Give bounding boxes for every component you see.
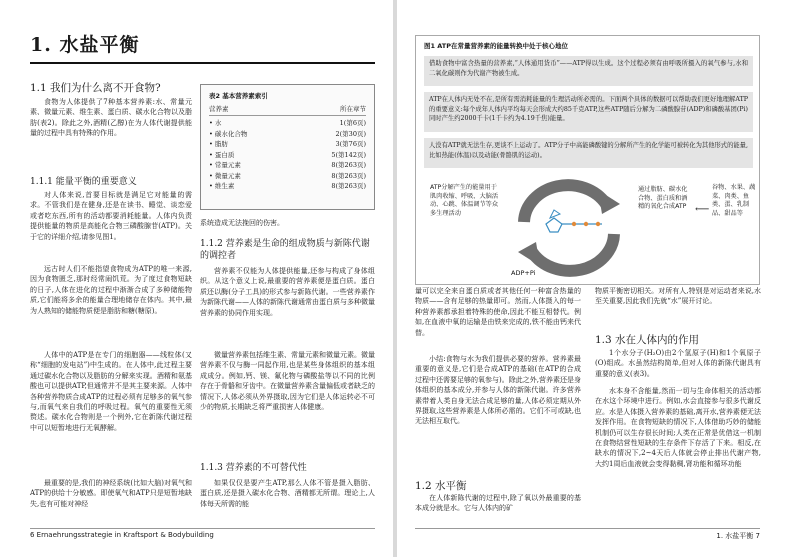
- chapter-title: 1. 水盐平衡: [30, 34, 140, 56]
- footer-rule: [30, 528, 375, 529]
- section-1-2-paragraph: 在人体新陈代谢的过程中,除了氧以外最重要的基本成分就是水。它与人体内的矿: [415, 494, 581, 513]
- page-footer-right: 1. 水盐平衡 7: [716, 532, 760, 540]
- table-2-chapter: 3(第76页): [335, 140, 366, 148]
- section-1-1-3-paragraph: 如果仅仅是要产生ATP,那么人体不管是摄入脂肪、蛋白质,还是摄入碳水化合物、酒精都无所谓。理论上,人体每天所需的能: [200, 479, 375, 508]
- table-2-col-nutrient: 营养素: [209, 105, 229, 113]
- table-2-nutrient: • 维生素: [209, 182, 235, 190]
- table-2-row: [209, 160, 366, 171]
- section-heading-1-3: 1.3 水在人体内的作用: [595, 334, 700, 346]
- table-2-chapter: 8(第263页): [331, 182, 366, 190]
- section-1-3-paragraph-1: 1个水分子(H₂O)由2个氢原子(H)和1个氧原子(O)组成。水虽然结构简单,但对人体的新陈代谢具有重要的意义(表3)。: [595, 349, 761, 378]
- table-2: [200, 84, 375, 210]
- figure-1-caption: 图1 ATP在常量营养素的能量转换中处于核心地位: [424, 42, 569, 50]
- atp-arrow-upper: [524, 185, 606, 222]
- section-1-1-1-paragraph-1: 对人体来说,首要目标就是满足它对能量的需求。不管我们是在健身,还是在读书、睡觉、谈恋爱或者吃东西,所有的活动都要消耗能量。人体内负责提供能量的物质是高能化合物三磷酸腺苷(ATP)。关于它的详细介绍,请参见图1。: [30, 191, 192, 241]
- figure-1-box-1: 借助食物中富含热量的营养素,“人体通用货币”——ATP得以生成。这个过程必须有由呼吸所摄入的氧气参与,水和二氧化碳则作为代谢产物被生成。: [424, 56, 753, 86]
- table-2-chapter: 8(第263页): [331, 161, 366, 169]
- figure-1-right-text-2: 谷物、水果、蔬菜、肉类、鱼类、蛋、乳制品、甜品等: [712, 184, 756, 217]
- column-2-continuation-right: 物质平衡密切相关。对所有人,特别是对运动者来说,水至关重要,因此我们先就“水”展开讨论。: [595, 287, 761, 306]
- figure-1-box-2: ATP在人体内无处不在,是所有需消耗能量的生理活动所必需的。下面两个具体的数据可以帮助我们更好地理解ATP的重要意义:每个成年人体内平均每天会形成大约85千克ATP,这些ATP随后分解为二磷酸腺苷(ADP)和磷酸基团(Pi)同时产生约2000千卡(1千卡约为4.19千焦)能量。: [424, 92, 753, 132]
- table-2-row: [209, 129, 366, 140]
- arrow-left-icon: ⟵: [695, 204, 710, 215]
- table-2-nutrient: • 碳水化合物: [209, 129, 248, 138]
- table-2-col-chapter: 所在章节: [340, 105, 366, 113]
- table-2-header: [209, 104, 366, 116]
- section-heading-1-1-1: 1.1.1 能量平衡的重要意义: [30, 177, 137, 187]
- page-footer-left: 6 Ernaehrungsstrategie in Kraftsport & Bodybuilding: [30, 531, 214, 539]
- table-2-row: [209, 150, 366, 161]
- table-2-chapter: 5(第142页): [331, 150, 366, 159]
- figure-1-left-text: ATP分解产生的能量用于肌肉收缩、呼吸、大脑活动、心跳、体温调节等众多生理活动: [430, 184, 499, 217]
- section-1-1-1-paragraph-2: 远古时人们不能指望食物成为ATP的唯一来源,因为食物匮乏,那时经常闹饥荒。为了度过食物短缺的日子,人体在进化的过程中渐渐合成了多种储能物质,它们能将多余的能量合理地储存在体内。其中,最为人熟知的储能物质便是脂肪和糖(糖原)。: [30, 265, 192, 315]
- footer-rule-right: [415, 528, 760, 529]
- table-2-nutrient: • 常量元素: [209, 161, 241, 169]
- table-2-nutrient: • 水: [209, 119, 222, 127]
- figure-1-box-3: 人没有ATP就无法生存,更谈不上运动了。ATP分子中高能磷酸键的分解所产生的化学能可被转化为其他形式的能量,比如热能(体温)以及动能(骨骼肌的运动)。: [424, 138, 753, 168]
- table-2-nutrient: • 蛋白质: [209, 150, 235, 159]
- adp-label: ADP+Pi: [511, 269, 536, 277]
- atp-arrowhead: [598, 190, 620, 214]
- column-1-paragraph-1: 量可以完全来自蛋白质或者其他任何一种富含热量的物质——含有足够的热量即可。然而,人体摄入的每一种营养素都承担着特殊的使命,因此不能互相替代。例如,在血液中氧的运输是由铁来完成的,铁不能由钙来代替。: [415, 287, 581, 337]
- right-page: [397, 0, 790, 557]
- adp-arrow-lower: [532, 234, 614, 271]
- figure-1: [415, 35, 760, 285]
- section-1-1-paragraph: 食物为人体提供了7种基本营养素:水、常量元素、微量元素、维生素、蛋白质、碳水化合物以及脂肪(表2)。除此之外,酒精(乙醇)在为人体代谢提供能量的过程中具有特殊的作用。: [30, 98, 192, 138]
- section-heading-1-1-2: 1.1.2 营养素是生命的组成物质与新陈代谢的调控者: [200, 239, 370, 261]
- summary-paragraph: 小结:食物与水为我们提供必要的营养。营养素最重要的意义是,它们是合成ATP的基础(在ATP的合成过程中还需要足够的氧参与)。除此之外,营养素还是身体组织的基本成分,并参与人体的新陈代谢。许多营养素带着人类自身无法合成足够的量,人体必须定期从外界摄取,这些营养素是人体所必需的。它们不可或缺,也无法相互取代。: [415, 355, 581, 426]
- table-2-chapter: 2(第30页): [335, 129, 366, 138]
- figure-1-right-text-1: 通过脂肪、碳水化合物、蛋白质和酒精的氧化合成ATP: [638, 186, 688, 211]
- table-2-chapter: 1(第6页): [339, 119, 366, 127]
- section-heading-1-1-3: 1.1.3 营养素的不可替代性: [200, 463, 307, 473]
- section-1-1-2-paragraph-1: 营养素不仅能为人体提供能量,还参与构成了身体组织。从这个意义上说,最重要的营养素便是蛋白质。蛋白质还以酶(分子工具)的形式参与新陈代谢。一些营养素作为新陈代谢——人体的新陈代谢通常由蛋白质与多种微量营养素的协同作用实现。: [200, 267, 375, 317]
- section-1-1-1-paragraph-4: 最重要的是,我们的神经系统(比如大脑)对氧气和ATP的供给十分敏感。即使氧气和ATP只是短暂地缺失,也有可能对神经: [30, 479, 192, 508]
- atp-label: ATP: [606, 181, 619, 189]
- table-2-body: [201, 118, 374, 192]
- section-1-3-paragraph-2: 水本身不含能量,然而一切与生命体相关的活动都在水这个环境中进行。例如,水会直接参与很多代谢反应。水是人体摄入营养素的基础,离开水,营养素便无法发挥作用。在食物短缺的情况下,人体借助巧妙的储能机制仍可以生存很长时间;人类在正常是优借这一机制在食物结营性短缺的生存条件下存活了下来。相反,在缺水的情况下,2~4天后人体就会停止排出代谢产物,大约1周后血液就会变得黏稠,肾功能和循环功能: [595, 387, 761, 468]
- table-2-row: [209, 139, 366, 150]
- section-1-1-1-paragraph-3: 人体中的ATP是在专门的细胞器——线粒体(又称“细胞的发电站”)中生成的。在人体中,此过程主要通过碳水化合物以及脂肪的分解来实现。酒精和氨基酸也可以提供ATP,但通常并不是其主要来源。人体中各种营养物质合成ATP的过程必须有足够多的氧气参与,而氧气来自我们的呼吸过程。氧气的重要性无须赘述。碳水化合物则是一个例外,它在新陈代谢过程中可以短暂地进行无氧酵解。: [30, 351, 192, 432]
- table-2-nutrient: • 微量元素: [209, 171, 241, 180]
- table-2-chapter: 8(第263页): [331, 171, 366, 180]
- atp-molecule-icon: [546, 210, 602, 232]
- title-rule: [30, 62, 375, 64]
- section-heading-1-2: 1.2 水平衡: [415, 480, 467, 492]
- section-1-1-2-paragraph-2: 微量营养素包括维生素、常量元素和微量元素。微量营养素不仅与酶一同起作用,也是某些身体组织的基本组成成分。例如,钙、镁、氟化物与磷酸盐等以不同的比例存在于骨骼和牙齿中。在微量营养素含量偏低或者缺乏的情况下,人体必须从外界摄取,因为它们是人体运转必不可少的物质,长期缺乏将严重损害人体健康。: [200, 351, 375, 412]
- section-heading-1-1: 1.1 我们为什么离不开食物?: [30, 82, 161, 94]
- table-2-nutrient: • 脂肪: [209, 140, 228, 148]
- table-2-row: [209, 118, 366, 129]
- left-page: [0, 0, 393, 557]
- atp-cycle-diagram: [506, 174, 631, 280]
- table-2-row: [209, 181, 366, 192]
- adp-arrowhead: [518, 242, 540, 266]
- table-2-caption: 表2 基本营养素索引: [209, 92, 268, 100]
- table-2-row: [209, 171, 366, 182]
- column-2-continuation: 系统造成无法挽回的伤害。: [200, 219, 284, 227]
